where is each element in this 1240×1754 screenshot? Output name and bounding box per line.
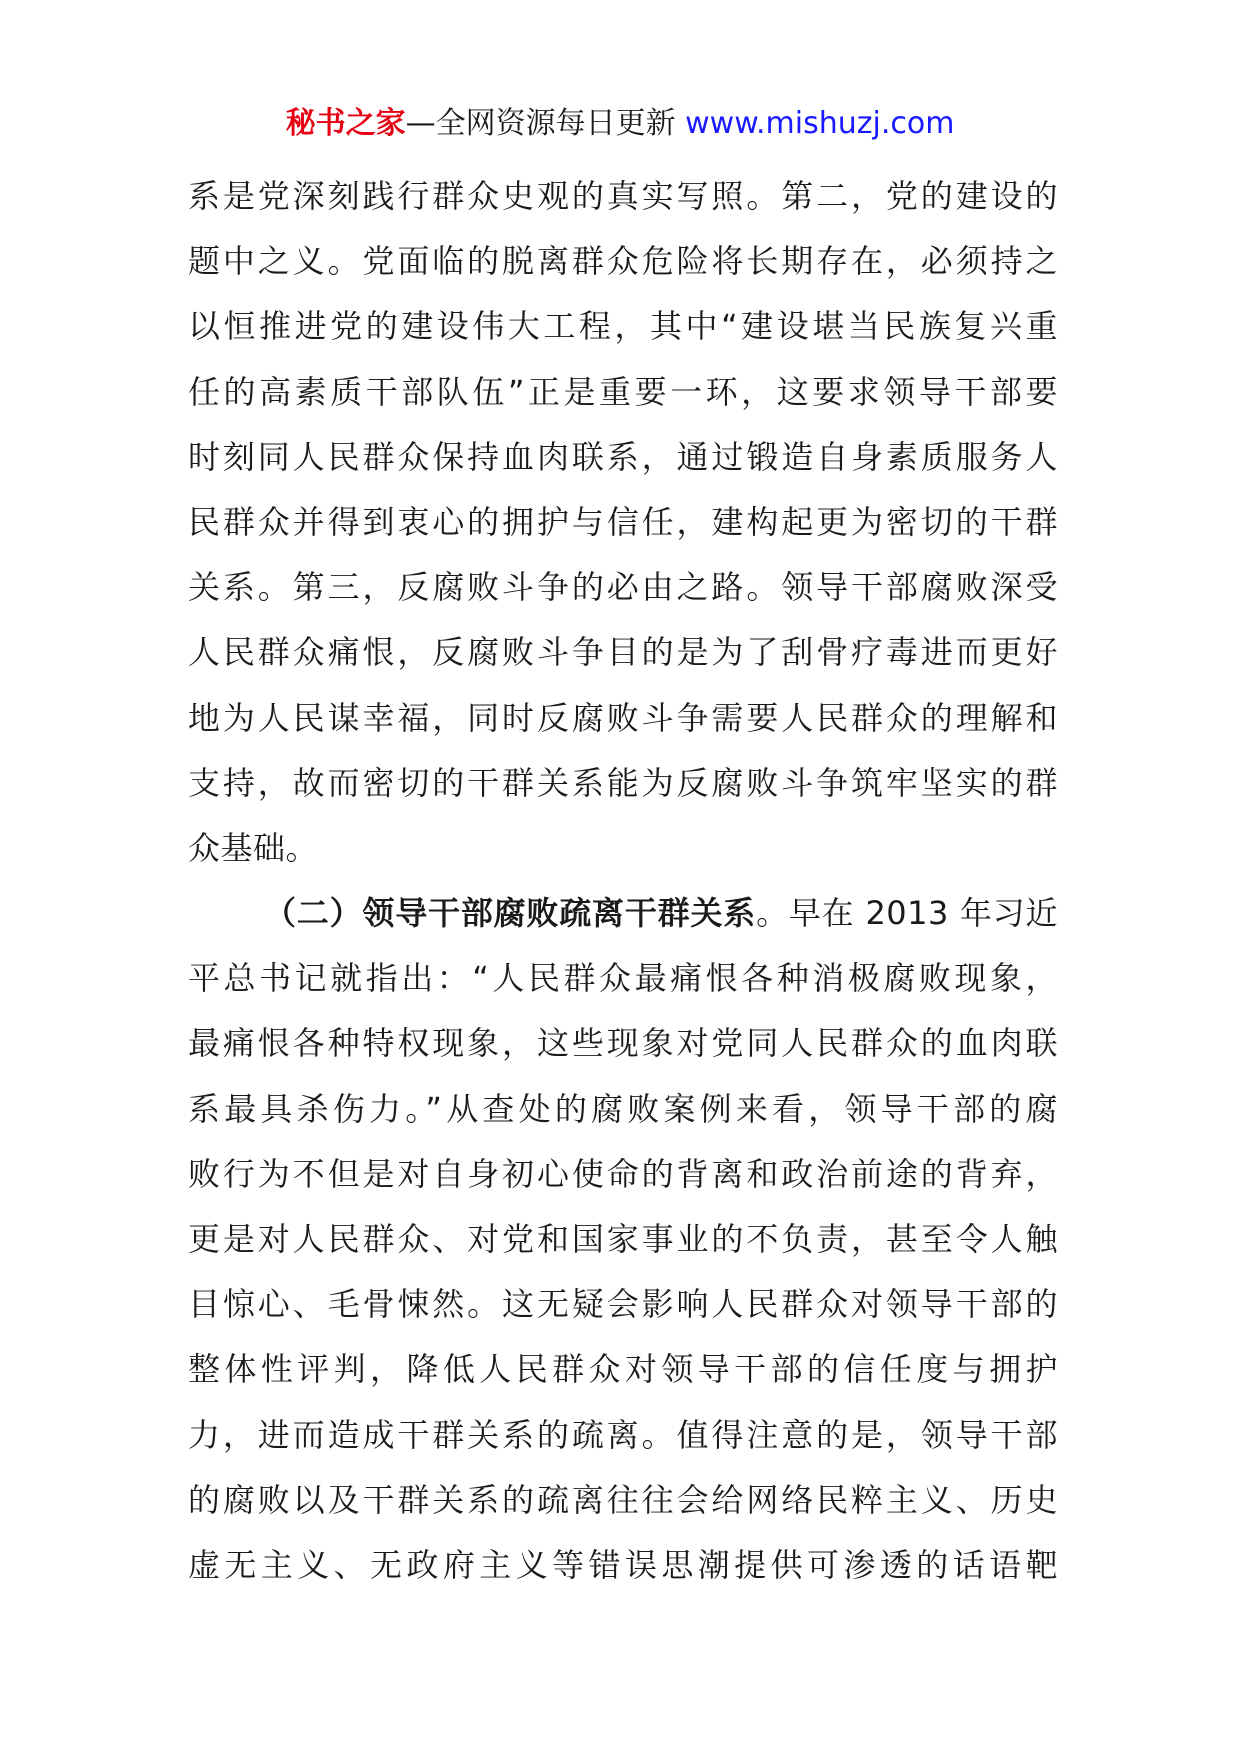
section-heading-rest: 。早在 2013 年习近 <box>756 894 1058 933</box>
section-heading: （二）领导干部腐败疏离干群关系 <box>264 894 757 933</box>
paragraph-line: 系最具杀伤力。”从查处的腐败案例来看，领导干部的腐 <box>188 1089 1058 1128</box>
paragraph-line: 支持，故而密切的干群关系能为反腐败斗争筑牢坚实的群 <box>188 763 1058 802</box>
paragraph-line: 力，进而造成干群关系的疏离。值得注意的是，领导干部 <box>188 1415 1058 1454</box>
brand-name: 秘书之家 <box>285 106 406 141</box>
paragraph-line: 关系。第三，反腐败斗争的必由之路。领导干部腐败深受 <box>188 568 1058 607</box>
paragraph-line: 任的高素质干部队伍”正是重要一环，这要求领导干部要 <box>188 372 1058 411</box>
paragraph-line: 时刻同人民群众保持血肉联系，通过锻造自身素质服务人 <box>188 437 1058 476</box>
paragraph-line: 以恒推进党的建设伟大工程，其中“建设堪当民族复兴重 <box>188 307 1058 346</box>
paragraph-line: 系是党深刻践行群众史观的真实写照。第二，党的建设的 <box>188 177 1058 215</box>
paragraph-line: 目惊心、毛骨悚然。这无疑会影响人民群众对领导干部的 <box>188 1285 1058 1324</box>
paragraph-line: 的腐败以及干群关系的疏离往往会给网络民粹主义、历史 <box>188 1480 1058 1519</box>
paragraph-line: 民群众并得到衷心的拥护与信任，建构起更为密切的干群 <box>188 502 1058 541</box>
site-url-link[interactable]: www.mishuzj.com <box>685 106 955 141</box>
paragraph-line: 更是对人民群众、对党和国家事业的不负责，甚至令人触 <box>188 1220 1058 1258</box>
paragraph-line: 败行为不但是对自身初心使命的背离和政治前途的背弃， <box>188 1154 1058 1193</box>
section-heading-line <box>188 881 1058 946</box>
paragraph-line: 平总书记就指出：“人民群众最痛恨各种消极腐败现象， <box>188 959 1058 998</box>
body-text <box>188 164 1058 1598</box>
paragraph-line: 人民群众痛恨，反腐败斗争目的是为了刮骨疗毒进而更好 <box>188 633 1058 672</box>
paragraph-line: 最痛恨各种特权现象，这些现象对党同人民群众的血肉联 <box>188 1024 1058 1063</box>
header-tagline: —全网资源每日更新 <box>405 106 686 141</box>
paragraph-line: 地为人民谋幸福，同时反腐败斗争需要人民群众的理解和 <box>188 698 1058 737</box>
page-header <box>0 100 1240 148</box>
paragraph-line: 众基础。 <box>188 828 319 867</box>
paragraph-line: 整体性评判，降低人民群众对领导干部的信任度与拥护 <box>188 1350 1058 1389</box>
paragraph-line: 虚无主义、无政府主义等错误思潮提供可渗透的话语靶 <box>188 1545 1058 1584</box>
paragraph-line: 题中之义。党面临的脱离群众危险将长期存在，必须持之 <box>188 242 1058 281</box>
